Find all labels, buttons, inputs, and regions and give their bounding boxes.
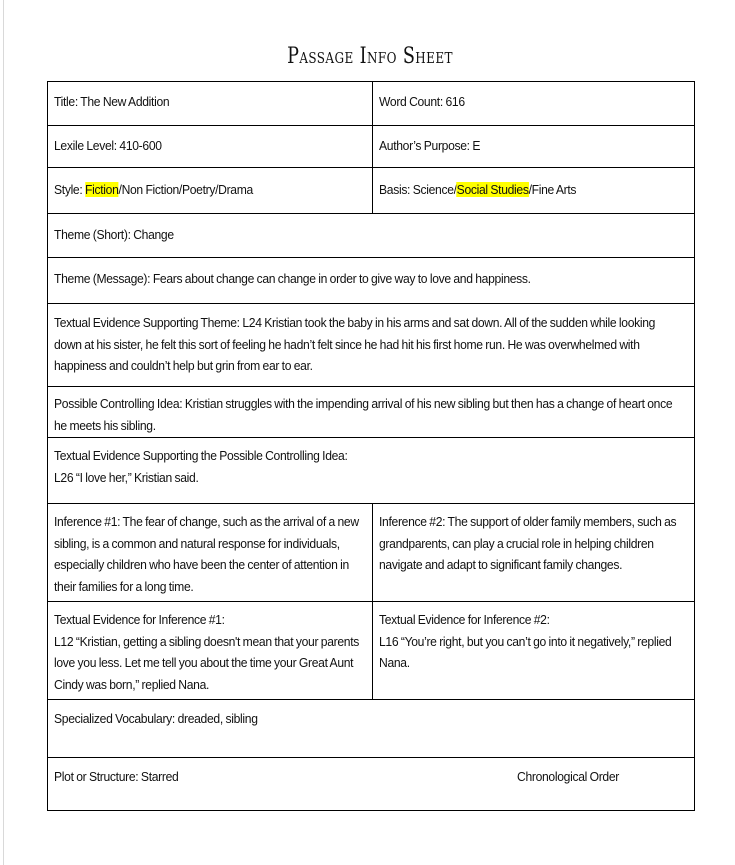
cell-title (48, 82, 373, 126)
cell-theme-short (48, 214, 695, 258)
row-textual-evidence-theme (48, 304, 695, 387)
textual-evidence-theme-value: L24 Kristian took the baby in his arms and sat down. All of the sudden while looking down at his sister, he felt this sort of feeling he hadn’t felt since he had hit his first home run. He was overwhelmed with happiness and couldn’t help but grin from ear to ear. (54, 315, 656, 373)
basis-selected-highlight: Social Studies (456, 182, 529, 197)
cell-lexile-level (48, 126, 373, 168)
inference-1-value: The fear of change, such as the arrival of a new sibling, is a common and natural response for individuals, especially children who have been the center of attention in their families for a long time. (54, 514, 359, 594)
inference-2-label: Inference #2: (379, 514, 446, 529)
style-other-options: /Non Fiction/Poetry/Drama (118, 182, 253, 197)
passage-info-table (47, 81, 695, 811)
cell-style (48, 168, 373, 214)
row-evidence-inferences (48, 602, 695, 700)
style-selected-highlight: Fiction (85, 182, 119, 197)
basis-label: Basis: (379, 182, 411, 197)
page-title: Passage Info Sheet (287, 44, 453, 69)
row-inferences (48, 504, 695, 602)
basis-option-after: /Fine Arts (528, 182, 577, 197)
cell-inference-2 (373, 504, 695, 602)
authors-purpose-value: E (472, 138, 481, 153)
word-count-value: 616 (445, 94, 465, 109)
lexile-label: Lexile Level: (54, 138, 117, 153)
plot-structure-value: Starred (140, 769, 179, 784)
evidence-controlling-idea-value: L26 “I love her,” Kristian said. (54, 469, 199, 485)
title-value: The New Addition (80, 94, 170, 109)
cell-textual-evidence-theme (48, 304, 695, 387)
row-lexile-purpose (48, 126, 695, 168)
word-count-label: Word Count: (379, 94, 443, 109)
vocabulary-value: dreaded, sibling (177, 711, 258, 726)
cell-evidence-inference-2 (373, 602, 695, 700)
cell-plot-structure (48, 758, 695, 811)
row-plot-structure (48, 758, 695, 811)
inference-1-label: Inference #1: (54, 514, 121, 529)
theme-message-label: Theme (Message): (54, 271, 151, 286)
row-vocabulary (48, 700, 695, 758)
vocabulary-label: Specialized Vocabulary: (54, 711, 175, 726)
plot-structure-label: Plot or Structure: (54, 769, 139, 784)
evidence-inference-1-value: L12 “Kristian, getting a sibling doesn't mean that your parents love you less. Let me tell you about the time your Great Aunt Cindy was born,” replied Nana. (54, 633, 359, 692)
row-theme-message (48, 258, 695, 304)
style-label: Style: (54, 182, 83, 197)
theme-short-label: Theme (Short): (54, 227, 131, 242)
authors-purpose-label: Author’s Purpose: (379, 138, 470, 153)
page-edge-divider (3, 0, 4, 865)
plot-structure-type: Chronological Order (517, 769, 620, 784)
row-controlling-idea (48, 387, 695, 438)
cell-authors-purpose (373, 126, 695, 168)
cell-evidence-inference-1 (48, 602, 373, 700)
row-style-basis (48, 168, 695, 214)
row-title-wordcount (48, 82, 695, 126)
inference-2-value: The support of older family members, such as grandparents, can play a crucial role in helping children navigate and adapt to significant family changes. (379, 514, 677, 572)
cell-controlling-idea (48, 387, 695, 438)
theme-message-value: Fears about change can change in order to give way to love and happiness. (152, 271, 531, 286)
basis-option-before: Science/ (412, 182, 457, 197)
controlling-idea-value: Kristian struggles with the impending arrival of his new sibling but then has a change of heart once he meets his sibling. (54, 396, 673, 433)
row-theme-short (48, 214, 695, 258)
textual-evidence-theme-label: Textual Evidence Supporting Theme: (54, 315, 240, 330)
title-label: Title: (54, 94, 78, 109)
row-evidence-controlling-idea (48, 438, 695, 504)
cell-inference-1 (48, 504, 373, 602)
cell-basis (373, 168, 695, 214)
cell-theme-message (48, 258, 695, 304)
evidence-inference-2-value: L16 “You’re right, but you can’t go into it negatively,” replied Nana. (379, 633, 672, 670)
cell-word-count (373, 82, 695, 126)
cell-evidence-controlling-idea (48, 438, 695, 504)
lexile-value: 410-600 (119, 138, 162, 153)
evidence-controlling-idea-label: Textual Evidence Supporting the Possible Controlling Idea: (54, 448, 348, 463)
evidence-inference-1-label: Textual Evidence for Inference #1: (54, 612, 225, 627)
controlling-idea-label: Possible Controlling Idea: (54, 396, 183, 411)
theme-short-value: Change (133, 227, 174, 242)
cell-vocabulary (48, 700, 695, 758)
evidence-inference-2-label: Textual Evidence for Inference #2: (379, 612, 550, 627)
